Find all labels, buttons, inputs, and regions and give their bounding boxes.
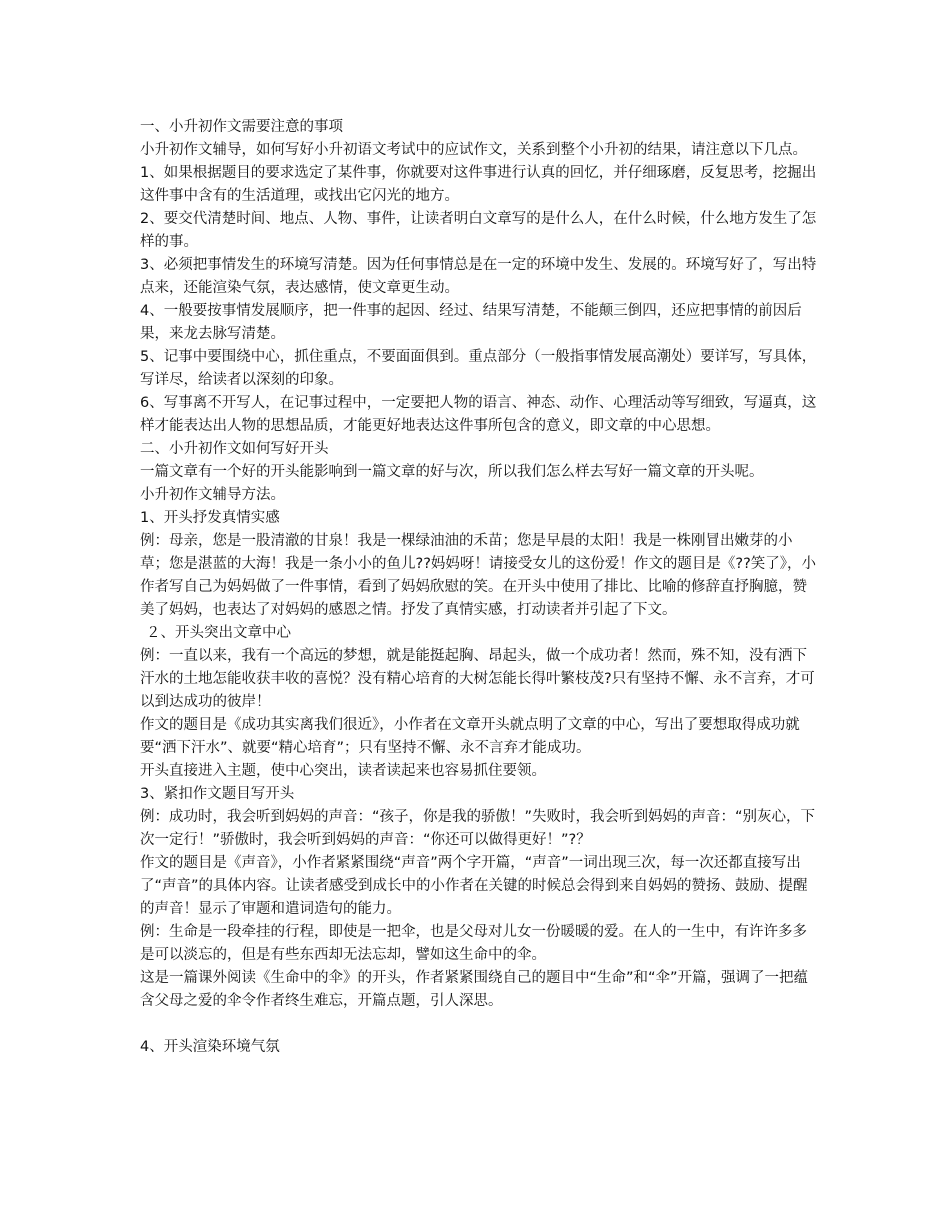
paragraph: 这是一篇课外阅读《生命中的伞》的开头，作者紧紧围绕自己的题目中“生命”和“伞”开篇，强调了一把蕴含父母之爱的伞令作者终生难忘，开篇点题，引人深思。	[140, 970, 809, 1009]
list-item-5: 5、记事中要围绕中心，抓住重点，不要面面俱到。重点部分（一般指事情发展高潮处）要详写，写具体，写详尽，给读者以深刻的印象。	[140, 349, 817, 388]
list-item-4: 4、一般要按事情发展顺序，把一件事的起因、经过、结果写清楚，不能颠三倒四，还应把事情的前因后果，来龙去脉写清楚。	[140, 303, 802, 342]
paragraph: 开头直接进入主题，使中心突出，读者读起来也容易抓住要领。	[140, 763, 546, 779]
list-item-2: 2、要交代清楚时间、地点、人物、事件，让读者明白文章写的是什么人，在什么时候，什么地方发生了怎样的事。	[140, 211, 817, 250]
paragraph: 作文的题目是《声音》，小作者紧紧围绕“声音”两个字开篇，“声音”一词出现三次，每一次还都直接写出了“声音”的具体内容。让读者感受到成长中的小作者在关键的时候总会得到来自妈妈的赞扬、鼓励、提醒的声音！显示了审题和遣词造句的能力。	[140, 855, 808, 917]
subheading-2: ２、开头突出文章中心	[146, 625, 291, 641]
document-page	[140, 116, 820, 1059]
list-item-3: 3、必须把事情发生的环境写清楚。因为任何事情总是在一定的环境中发生、发展的。环境写好了，写出特点来，还能渲染气氛，表达感情，使文章更生动。	[140, 257, 817, 296]
example-paragraph: 例：成功时，我会听到妈妈的声音：“孩子，你是我的骄傲！”失败时，我会听到妈妈的声音：“别灰心，下次一定行！”骄傲时，我会听到妈妈的声音：“你还可以做得更好！”?？	[140, 809, 816, 848]
paragraph: 小升初作文辅导方法。	[140, 487, 285, 503]
subheading-3: 3、紧扣作文题目写开头	[140, 786, 295, 802]
section-heading-2: 二、小升初作文如何写好开头	[140, 441, 329, 457]
example-paragraph: 例：母亲，您是一股清澈的甘泉！我是一棵绿油油的禾苗；您是早晨的太阳！我是一株刚冒出嫩芽的小草；您是湛蓝的大海！我是一条小小的鱼儿??妈妈呀！请接受女儿的这份爱！作文的题目是《??笑了》，小作者写自己为妈妈做了一件事情，看到了妈妈欣慰的笑。在开头中使用了排比、比喻的修辞直抒胸臆，赞美了妈妈，也表达了对妈妈的感恩之情。抒发了真情实感，打动读者并引起了下文。	[140, 533, 817, 618]
subheading-1: 1、开头抒发真情实感	[140, 510, 280, 526]
paragraph: 小升初作文辅导，如何写好小升初语文考试中的应试作文，关系到整个小升初的结果，请注意以下几点。	[140, 142, 807, 158]
list-item-1: 1、如果根据题目的要求选定了某件事，你就要对这件事进行认真的回忆，并仔细琢磨，反复思考，挖掘出这件事中含有的生活道理，或找出它闪光的地方。	[140, 165, 817, 204]
subheading-4: 4、开头渲染环境气氛	[140, 1039, 280, 1055]
paragraph: 作文的题目是《成功其实离我们很近》，小作者在文章开头就点明了文章的中心，写出了要想取得成功就要“洒下汗水”、就要“精心培育”；只有坚持不懈、永不言弃才能成功。	[140, 717, 800, 756]
section-heading-1: 一、小升初作文需要注意的事项	[140, 119, 343, 135]
example-paragraph: 例：一直以来，我有一个高远的梦想，就是能挺起胸、昂起头，做一个成功者！然而，殊不知，没有洒下汗水的土地怎能收获丰收的喜悦？没有精心培育的大树怎能长得叶繁枝茂?只有坚持不懈、永不言弃，才可以到达成功的彼岸！	[140, 648, 815, 710]
paragraph: 一篇文章有一个好的开头能影响到一篇文章的好与次，所以我们怎么样去写好一篇文章的开头呢。	[140, 464, 764, 480]
list-item-6: 6、写事离不开写人，在记事过程中，一定要把人物的语言、神态、动作、心理活动等写细致，写逼真，这样才能表达出人物的思想品质，才能更好地表达这件事所包含的意义，即文章的中心思想。	[140, 395, 817, 434]
example-paragraph: 例：生命是一段牵挂的行程，即使是一把伞，也是父母对儿女一份暖暖的爱。在人的一生中，有许许多多是可以淡忘的，但是有些东西却无法忘却，譬如这生命中的伞。	[140, 924, 807, 963]
blank-line	[140, 1013, 820, 1036]
